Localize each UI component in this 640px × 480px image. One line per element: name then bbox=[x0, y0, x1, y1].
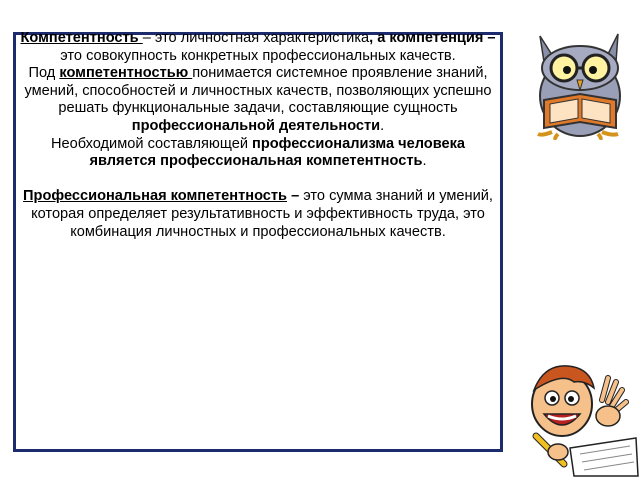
def3-bold-1: профессионализма человека является профессиональная компетентность bbox=[89, 135, 466, 170]
owl-reading-book-icon bbox=[522, 28, 640, 140]
def2-text-2: понимается системное проявление знаний, умений, способностей и личностных качеств, позволяющих успешно решать функциональные задачи, составляющие сущность bbox=[24, 65, 492, 117]
definition-competence bbox=[18, 30, 498, 65]
definition-competency bbox=[18, 65, 498, 135]
def1-text-1: – это личностная характеристика bbox=[142, 30, 370, 46]
def1-text-3: это совокупность конкретных профессиональных качеств. bbox=[60, 47, 456, 64]
def4-bold-1: – bbox=[287, 188, 300, 205]
definition-professional-competency bbox=[18, 188, 498, 241]
def4-text-1: это сумма знаний и умений, которая определяет результативность и эффективность труда, это комбинация личностных и профессиональных качеств. bbox=[31, 188, 493, 240]
term-competency: компетентностью bbox=[59, 65, 193, 82]
def2-bold-1: профессиональной деятельности bbox=[131, 117, 381, 134]
paragraph-gap bbox=[18, 171, 498, 189]
def2-text-1: Под bbox=[28, 65, 60, 82]
def1-text-2: , а компетенция – bbox=[369, 30, 496, 46]
slide-text bbox=[18, 30, 498, 241]
term-competence: Компетентность bbox=[20, 30, 143, 46]
boy-writing-icon bbox=[520, 360, 640, 478]
def3-text-2: . bbox=[422, 153, 427, 170]
definition-professionalism bbox=[18, 136, 498, 171]
term-professional-competency: Профессиональная компетентность bbox=[23, 188, 288, 205]
def3-text-1: Необходимой составляющей bbox=[50, 135, 253, 152]
def2-text-3: . bbox=[380, 117, 385, 134]
